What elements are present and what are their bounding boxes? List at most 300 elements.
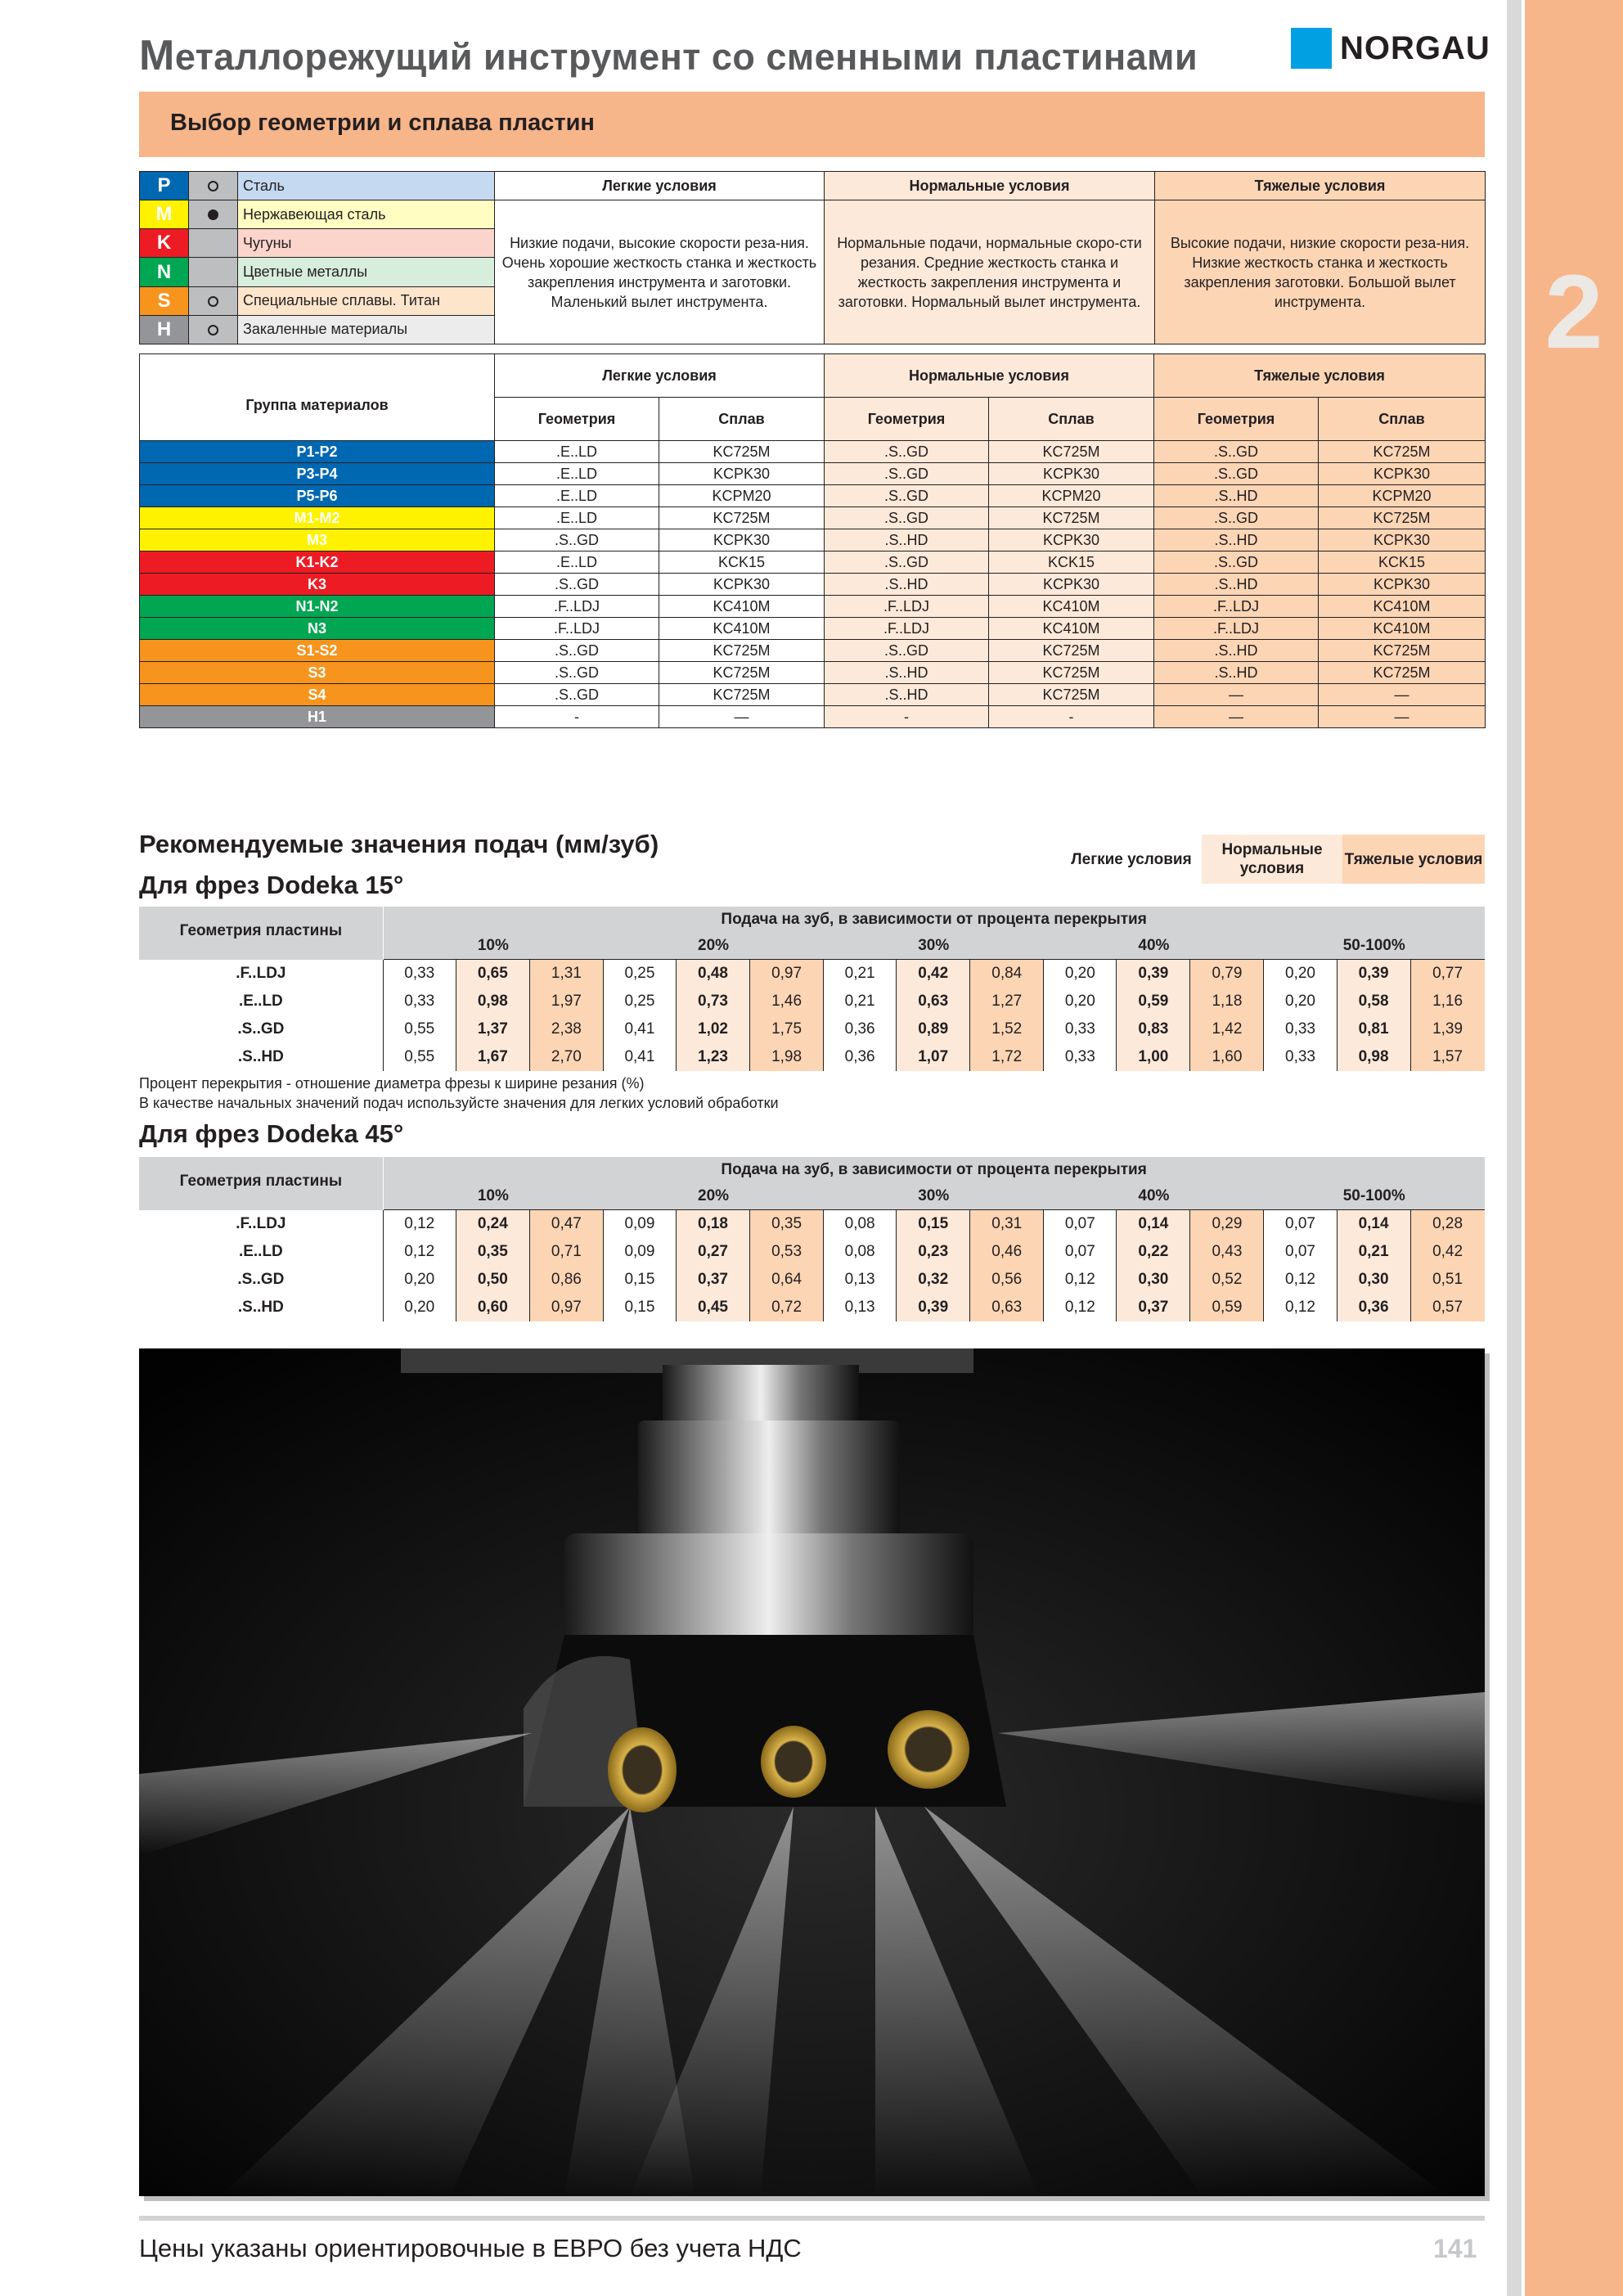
feed-value: 0,97 — [529, 1294, 603, 1321]
feed-value: 0,07 — [1044, 1210, 1117, 1239]
iso-indicator — [189, 315, 238, 344]
feed-value: 0,64 — [750, 1266, 824, 1294]
grade-cell: KC725M — [1319, 662, 1486, 684]
feed-value: 1,02 — [676, 1015, 749, 1043]
selection-row — [140, 507, 1486, 529]
brand-logo — [1291, 28, 1490, 69]
feed-value: 1,67 — [456, 1043, 529, 1071]
geometry-cell: .F..LDJ — [1154, 596, 1319, 618]
selection-row — [140, 684, 1486, 706]
feed-per-tooth-header: Подача на зуб, в зависимости от процента перекрытия — [383, 907, 1484, 933]
iso-letter: M — [140, 200, 189, 229]
selection-row — [140, 529, 1486, 551]
selection-row — [140, 706, 1486, 728]
feed-value: 1,97 — [529, 988, 603, 1015]
feed-value: 2,70 — [529, 1043, 603, 1071]
grade-cell: KCPM20 — [659, 485, 825, 507]
grade-cell: KC725M — [1319, 640, 1486, 662]
selection-header-row — [140, 354, 1486, 398]
circle-icon — [208, 209, 218, 220]
feed-value: 1,75 — [750, 1015, 824, 1043]
feed-value: 0,79 — [1190, 960, 1264, 988]
dodeka15-feed-table — [139, 907, 1485, 1071]
feed-value: 0,35 — [750, 1210, 824, 1239]
feed-row — [139, 1043, 1485, 1071]
feed-value: 0,39 — [1337, 960, 1410, 988]
iso-indicator — [189, 172, 238, 200]
feed-value: 0,59 — [1117, 988, 1190, 1015]
feed-value: 0,43 — [1190, 1238, 1264, 1266]
feed-value: 0,55 — [383, 1015, 456, 1043]
condition-text-normal: Нормальные подачи, нормальные скоро-сти резания. Средние жесткость станка и жесткость закрепления инструмента и заготовки. Нормальный вылет инструмента. — [825, 200, 1155, 344]
section-header — [139, 92, 1485, 157]
feed-value: 0,37 — [1117, 1294, 1190, 1321]
feed-value: 0,77 — [1410, 960, 1484, 988]
feed-value: 0,20 — [1264, 960, 1337, 988]
geometry-header: Геометрия — [1154, 398, 1319, 441]
plate-geometry: .E..LD — [238, 993, 283, 1010]
condition-title-heavy: Тяжелые условия — [1155, 172, 1486, 200]
side-divider — [1507, 0, 1522, 2296]
feed-row — [139, 1015, 1485, 1043]
selection-row — [140, 662, 1486, 684]
geometry-cell: .S..GD — [1154, 551, 1319, 574]
grade-cell: KCPK30 — [1319, 529, 1486, 551]
condition-text-light: Низкие подачи, высокие скорости реза-ния. Очень хорошие жесткость станка и жесткость закрепления инструмента и заготовки. Маленький вылет инструмента. — [495, 200, 825, 344]
legend-heavy: Тяжелые условия — [1342, 835, 1485, 884]
feed-value: 0,14 — [1337, 1210, 1410, 1239]
feed-value: 0,15 — [603, 1294, 676, 1321]
feeds-title: Рекомендуемые значения подач (мм/зуб) — [139, 830, 659, 858]
material-group: K1-K2 — [140, 551, 495, 574]
grade-cell: KCPK30 — [989, 463, 1154, 485]
feed-value: 0,15 — [897, 1210, 970, 1239]
feed-value: 0,25 — [603, 960, 676, 988]
grade-cell: KC725M — [659, 640, 825, 662]
grade-cell: KCK15 — [659, 551, 825, 574]
material-group: S1-S2 — [140, 640, 495, 662]
geometry-cell: .F..LDJ — [495, 618, 659, 640]
geometry-cell: .S..HD — [1154, 662, 1319, 684]
logo-square-icon — [1291, 28, 1332, 69]
overlap-percent: 50-100% — [1264, 933, 1485, 960]
feed-value: 0,81 — [1337, 1015, 1410, 1043]
feed-value: 0,24 — [456, 1210, 529, 1239]
feed-value: 0,46 — [970, 1238, 1044, 1266]
geometry-cell: .S..GD — [495, 529, 659, 551]
selection-row — [140, 485, 1486, 507]
feed-value: 0,98 — [1337, 1043, 1410, 1071]
feed-value: 0,63 — [970, 1294, 1044, 1321]
condition-title-normal: Нормальные условия — [825, 172, 1155, 200]
geometry-cell: .S..HD — [825, 529, 989, 551]
geometry-cell: .F..LDJ — [825, 618, 989, 640]
iso-letter: P — [140, 172, 189, 200]
geometry-cell: .S..GD — [1154, 441, 1319, 463]
geometry-plate-header: Геометрия пластины — [139, 907, 383, 960]
chapter-number: 2 — [1544, 254, 1603, 371]
plate-geometry: .S..GD — [237, 1271, 285, 1288]
selection-row — [140, 441, 1486, 463]
geometry-cell: .S..HD — [1154, 640, 1319, 662]
feed-value: 0,07 — [1264, 1210, 1337, 1239]
feed-value: 0,51 — [1410, 1266, 1484, 1294]
geometry-cell: .S..GD — [825, 441, 989, 463]
circle-icon — [208, 296, 218, 307]
feed-value: 1,18 — [1190, 988, 1264, 1015]
feed-value: 1,46 — [750, 988, 824, 1015]
feed-value: 0,42 — [897, 960, 970, 988]
iso-letter: H — [140, 315, 189, 344]
material-group: M3 — [140, 529, 495, 551]
feed-value: 0,12 — [1044, 1266, 1117, 1294]
grade-cell: KC410M — [989, 618, 1154, 640]
grade-cell: — — [1319, 684, 1486, 706]
grade-header: Сплав — [659, 398, 825, 441]
geometry-cell: .S..GD — [825, 551, 989, 574]
feed-value: 0,65 — [456, 960, 529, 988]
geometry-cell: .E..LD — [495, 551, 659, 574]
feed-value: 0,52 — [1190, 1266, 1264, 1294]
geometry-cell: .E..LD — [495, 485, 659, 507]
grade-cell: — — [1319, 706, 1486, 728]
material-name: Чугуны — [238, 229, 495, 258]
feed-value: 0,29 — [1190, 1210, 1264, 1239]
grade-cell: — — [659, 706, 825, 728]
condition-header-heavy: Тяжелые условия — [1154, 354, 1486, 398]
condition-text-heavy: Высокие подачи, низкие скорости реза-ния. Низкие жесткость станка и жесткость закрепления заготовки. Большой вылет инструмента. — [1155, 200, 1486, 344]
selection-row — [140, 574, 1486, 596]
grade-cell: KCPK30 — [1319, 463, 1486, 485]
material-name: Цветные металлы — [238, 258, 495, 286]
feed-row — [139, 1294, 1485, 1321]
material-group: N1-N2 — [140, 596, 495, 618]
feed-row — [139, 1266, 1485, 1294]
material-group: N3 — [140, 618, 495, 640]
feed-value: 0,50 — [456, 1266, 529, 1294]
feed-value: 0,36 — [824, 1043, 897, 1071]
condition-title-light: Легкие условия — [495, 172, 825, 200]
grade-cell: KCPK30 — [989, 574, 1154, 596]
selection-row — [140, 618, 1486, 640]
geometry-cell: .S..HD — [1154, 485, 1319, 507]
geometry-cell: .S..GD — [495, 574, 659, 596]
feed-value: 0,07 — [1264, 1238, 1337, 1266]
dodeka45-title: Для фрез Dodeka 45° — [139, 1119, 404, 1148]
feed-value: 0,13 — [824, 1266, 897, 1294]
feed-value: 0,36 — [1337, 1294, 1410, 1321]
feed-value: 0,30 — [1337, 1266, 1410, 1294]
geometry-cell: .E..LD — [495, 463, 659, 485]
selection-row — [140, 596, 1486, 618]
feed-value: 1,16 — [1410, 988, 1484, 1015]
feed-value: 0,60 — [456, 1294, 529, 1321]
material-name: Сталь — [238, 172, 495, 200]
geometry-cell: .S..GD — [1154, 463, 1319, 485]
grade-header: Сплав — [989, 398, 1154, 441]
feed-value: 0,18 — [676, 1210, 749, 1239]
feed-value: 0,84 — [970, 960, 1044, 988]
feed-value: 0,12 — [383, 1238, 456, 1266]
overlap-percent: 30% — [824, 933, 1044, 960]
feed-value: 0,98 — [456, 988, 529, 1015]
grade-cell: KC410M — [659, 618, 825, 640]
geometry-cell: .S..HD — [1154, 574, 1319, 596]
geometry-cell: .S..GD — [495, 640, 659, 662]
material-row — [140, 200, 1486, 229]
geometry-cell: .S..GD — [495, 684, 659, 706]
feed-value: 0,33 — [383, 960, 456, 988]
feed-value: 0,09 — [603, 1238, 676, 1266]
feed-per-tooth-header: Подача на зуб, в зависимости от процента перекрытия — [383, 1157, 1484, 1183]
milling-cutter-illustration — [139, 1348, 1485, 2196]
geometry-header: Геометрия — [825, 398, 989, 441]
plate-geometry: .F..LDJ — [236, 1214, 286, 1232]
geometry-cell: .E..LD — [495, 441, 659, 463]
grade-cell: - — [989, 706, 1154, 728]
grade-cell: KC410M — [989, 596, 1154, 618]
grade-cell: KCPK30 — [989, 529, 1154, 551]
grade-cell: KCK15 — [989, 551, 1154, 574]
feed-value: 0,09 — [603, 1210, 676, 1239]
feed-value: 0,33 — [1044, 1043, 1117, 1071]
feed-value: 0,45 — [676, 1294, 749, 1321]
plate-geometry: .E..LD — [238, 1243, 283, 1260]
feed-value: 0,86 — [529, 1266, 603, 1294]
feed-value: 0,07 — [1044, 1238, 1117, 1266]
footer-note: Цены указаны ориентировочные в ЕВРО без учета НДС — [139, 2234, 802, 2262]
plate-geometry: .S..GD — [237, 1020, 285, 1038]
geometry-header: Геометрия — [495, 398, 659, 441]
feed-value: 0,63 — [897, 988, 970, 1015]
milling-photo — [139, 1348, 1485, 2196]
legend-light: Легкие условия — [1061, 835, 1202, 884]
overlap-percent: 40% — [1044, 1183, 1264, 1210]
condition-header-light: Легкие условия — [495, 354, 825, 398]
feed-value: 0,33 — [1264, 1015, 1337, 1043]
material-group: P3-P4 — [140, 463, 495, 485]
page-number: 141 — [1433, 2234, 1477, 2263]
feed-value: 0,39 — [1117, 960, 1190, 988]
page-title-rest: еталлорежущий инструмент со сменными пластинами — [174, 36, 1198, 78]
material-row — [140, 172, 1486, 200]
feed-value: 1,60 — [1190, 1043, 1264, 1071]
feed-value: 1,23 — [676, 1043, 749, 1071]
feed-value: 0,89 — [897, 1015, 970, 1043]
feed-value: 0,41 — [603, 1015, 676, 1043]
feed-value: 1,42 — [1190, 1015, 1264, 1043]
feed-value: 0,14 — [1117, 1210, 1190, 1239]
selection-row — [140, 463, 1486, 485]
iso-indicator — [189, 200, 238, 229]
feed-value: 0,21 — [824, 960, 897, 988]
condition-header-normal: Нормальные условия — [825, 354, 1154, 398]
geometry-cell: .S..GD — [825, 485, 989, 507]
feed-value: 0,35 — [456, 1238, 529, 1266]
section-title: Выбор геометрии и сплава пластин — [170, 110, 595, 136]
iso-indicator — [189, 229, 238, 258]
feed-value: 0,39 — [897, 1294, 970, 1321]
feed-value: 0,23 — [897, 1238, 970, 1266]
feed-value: 0,20 — [383, 1294, 456, 1321]
feed-value: 0,97 — [750, 960, 824, 988]
selection-table — [139, 353, 1486, 728]
overlap-percent: 10% — [383, 1183, 603, 1210]
feed-value: 0,21 — [1337, 1238, 1410, 1266]
feed-value: 0,58 — [1337, 988, 1410, 1015]
feed-value: 0,25 — [603, 988, 676, 1015]
page-title — [139, 31, 1198, 80]
grade-cell: KC725M — [659, 441, 825, 463]
material-group: M1-M2 — [140, 507, 495, 529]
feed-value: 0,72 — [750, 1294, 824, 1321]
geometry-cell: — — [1154, 706, 1319, 728]
plate-geometry: .F..LDJ — [236, 964, 286, 982]
page-title-initial: М — [139, 32, 175, 79]
dodeka15-title: Для фрез Dodeka 15° — [139, 871, 404, 899]
material-group: P5-P6 — [140, 485, 495, 507]
geometry-cell: .F..LDJ — [495, 596, 659, 618]
feed-value: 0,12 — [1264, 1294, 1337, 1321]
grade-cell: KCPK30 — [1319, 574, 1486, 596]
feed-value: 0,22 — [1117, 1238, 1190, 1266]
feed-value: 0,33 — [1044, 1015, 1117, 1043]
feed-value: 0,56 — [970, 1266, 1044, 1294]
iso-letter: S — [140, 286, 189, 315]
grade-cell: KCPM20 — [1319, 485, 1486, 507]
note-overlap: Процент перекрытия - отношение диаметра фрезы к ширине резания (%) — [139, 1075, 645, 1092]
grade-cell: KC725M — [989, 684, 1154, 706]
feed-row — [139, 1210, 1485, 1239]
geometry-cell: .E..LD — [495, 507, 659, 529]
geometry-cell: .S..HD — [825, 574, 989, 596]
feed-value: 1,07 — [897, 1043, 970, 1071]
overlap-percent: 30% — [824, 1183, 1044, 1210]
feed-header-row — [139, 907, 1485, 933]
conditions-table — [139, 171, 1486, 344]
group-header: Группа материалов — [140, 354, 495, 441]
geometry-cell: .S..HD — [825, 662, 989, 684]
plate-geometry: .S..HD — [237, 1048, 284, 1065]
overlap-percent: 40% — [1044, 933, 1264, 960]
geometry-cell: .F..LDJ — [825, 596, 989, 618]
material-name: Нержавеющая сталь — [238, 200, 495, 229]
feed-value: 1,39 — [1410, 1015, 1484, 1043]
feed-value: 0,59 — [1190, 1294, 1264, 1321]
feed-value: 0,08 — [824, 1210, 897, 1239]
feed-value: 0,27 — [676, 1238, 749, 1266]
iso-indicator — [189, 286, 238, 315]
feed-header-row — [139, 1157, 1485, 1183]
feed-value: 0,12 — [383, 1210, 456, 1239]
grade-cell: KC725M — [989, 441, 1154, 463]
feed-value: 0,53 — [750, 1238, 824, 1266]
feed-value: 0,48 — [676, 960, 749, 988]
geometry-cell: .S..HD — [1154, 529, 1319, 551]
grade-cell: KC410M — [1319, 596, 1486, 618]
feed-value: 1,37 — [456, 1015, 529, 1043]
feed-value: 0,57 — [1410, 1294, 1484, 1321]
feed-value: 0,33 — [383, 988, 456, 1015]
note-start-values: В качестве начальных значений подач используйсте значения для легких условий обработки — [139, 1095, 779, 1111]
grade-cell: KC725M — [1319, 507, 1486, 529]
feed-value: 0,71 — [529, 1238, 603, 1266]
material-name: Закаленные материалы — [238, 315, 495, 344]
feed-row — [139, 1238, 1485, 1266]
geometry-cell: - — [495, 706, 659, 728]
overlap-percent: 10% — [383, 933, 603, 960]
feed-value: 0,12 — [1044, 1294, 1117, 1321]
feed-value: 0,20 — [383, 1266, 456, 1294]
material-name: Специальные сплавы. Титан — [238, 286, 495, 315]
feed-value: 0,41 — [603, 1043, 676, 1071]
grade-cell: KCPK30 — [659, 574, 825, 596]
feed-value: 0,13 — [824, 1294, 897, 1321]
footer-divider — [139, 2216, 1485, 2221]
circle-icon — [208, 325, 218, 335]
feed-value: 0,83 — [1117, 1015, 1190, 1043]
circle-icon — [208, 181, 218, 191]
geometry-cell: .S..GD — [825, 507, 989, 529]
feed-value: 1,57 — [1410, 1043, 1484, 1071]
feed-value: 0,55 — [383, 1043, 456, 1071]
feed-value: 0,33 — [1264, 1043, 1337, 1071]
feed-value: 0,73 — [676, 988, 749, 1015]
selection-row — [140, 551, 1486, 574]
plate-geometry: .S..HD — [237, 1299, 284, 1316]
feed-value: 1,98 — [750, 1043, 824, 1071]
overlap-percent: 20% — [603, 1183, 823, 1210]
grade-cell: KC725M — [659, 662, 825, 684]
feed-value: 0,31 — [970, 1210, 1044, 1239]
feed-value: 0,36 — [824, 1015, 897, 1043]
feed-value: 0,08 — [824, 1238, 897, 1266]
selection-row — [140, 640, 1486, 662]
iso-indicator — [189, 258, 238, 286]
feed-value: 1,31 — [529, 960, 603, 988]
grade-header: Сплав — [1319, 398, 1486, 441]
feed-row — [139, 988, 1485, 1015]
geometry-plate-header: Геометрия пластины — [139, 1157, 383, 1210]
dodeka45-feed-table — [139, 1157, 1485, 1321]
grade-cell: KC725M — [989, 662, 1154, 684]
feed-value: 0,47 — [529, 1210, 603, 1239]
feed-value: 0,21 — [824, 988, 897, 1015]
geometry-cell: .S..GD — [495, 662, 659, 684]
feed-value: 0,37 — [676, 1266, 749, 1294]
feed-value: 1,72 — [970, 1043, 1044, 1071]
overlap-percent: 20% — [603, 933, 823, 960]
geometry-cell: .S..GD — [1154, 507, 1319, 529]
feed-value: 1,27 — [970, 988, 1044, 1015]
iso-letter: K — [140, 229, 189, 258]
grade-cell: KC725M — [989, 507, 1154, 529]
geometry-cell: .S..GD — [825, 640, 989, 662]
geometry-cell: .F..LDJ — [1154, 618, 1319, 640]
feed-value: 1,52 — [970, 1015, 1044, 1043]
overlap-percent: 50-100% — [1264, 1183, 1485, 1210]
feed-value: 1,00 — [1117, 1043, 1190, 1071]
geometry-cell: .S..GD — [825, 463, 989, 485]
feed-value: 0,30 — [1117, 1266, 1190, 1294]
feed-value: 0,42 — [1410, 1238, 1484, 1266]
material-group: S3 — [140, 662, 495, 684]
feed-value: 0,20 — [1044, 960, 1117, 988]
grade-cell: KC725M — [659, 507, 825, 529]
brand-name: NORGAU — [1340, 29, 1490, 66]
feed-value: 2,38 — [529, 1015, 603, 1043]
grade-cell: KC725M — [1319, 441, 1486, 463]
